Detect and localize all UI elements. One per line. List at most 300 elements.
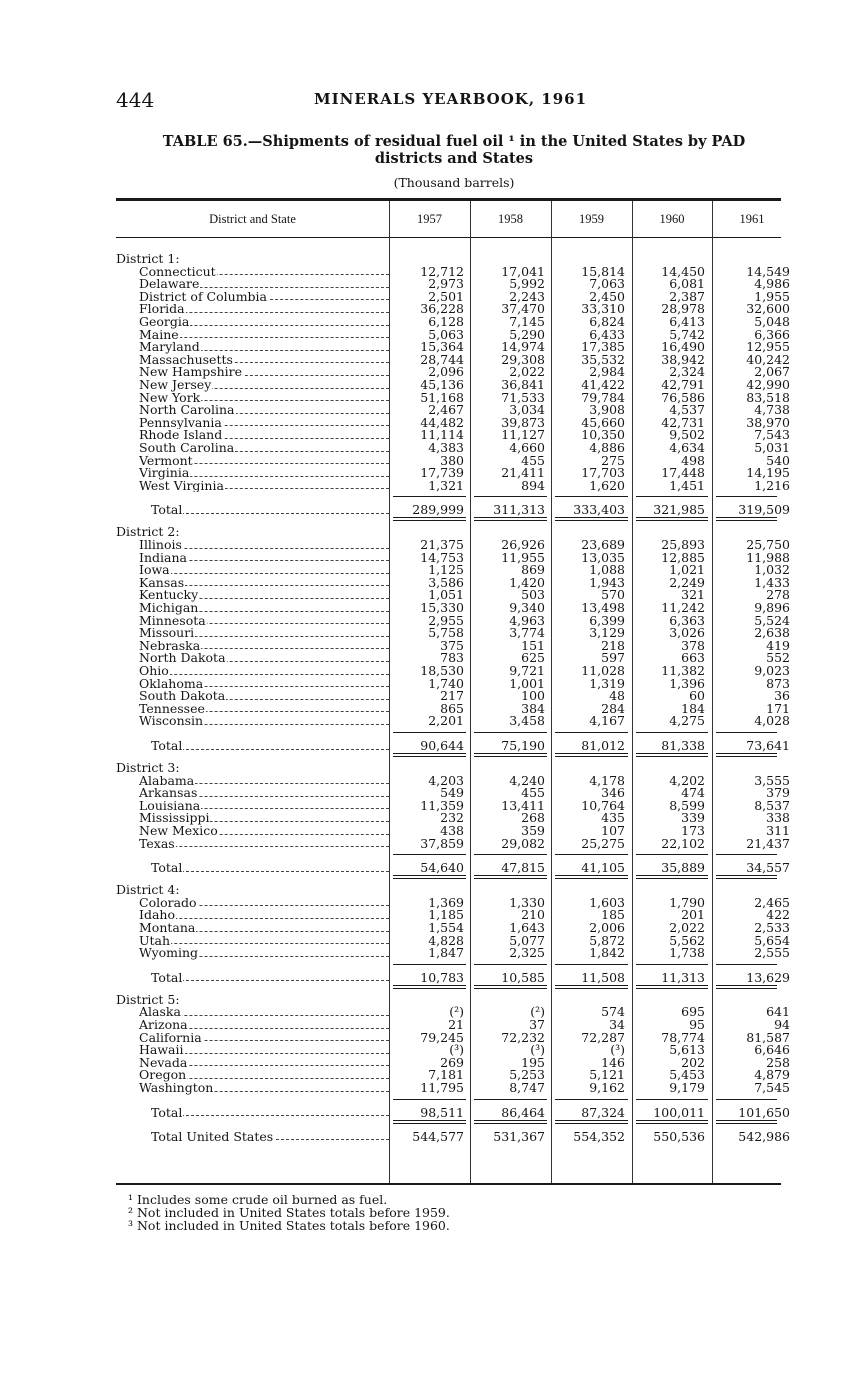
- cell-1960: 2,022: [669, 920, 705, 935]
- cell-1957: 6,128: [428, 314, 464, 329]
- row-label: [139, 316, 389, 329]
- total-rule: [474, 985, 547, 986]
- cell-1959: 1,088: [589, 562, 625, 578]
- cell-1960: 28,978: [661, 301, 705, 317]
- cell-1957: 44,482: [420, 414, 464, 430]
- cell-1957: 51,168: [420, 389, 464, 405]
- cell-1958: 3,774: [509, 625, 545, 641]
- running-title: MINERALS YEARBOOK, 1961: [314, 90, 588, 108]
- cell-1960: 9,179: [669, 1080, 705, 1095]
- cell-1960: 22,102: [661, 835, 705, 851]
- cell-1958: 9,340: [509, 600, 545, 615]
- cell-1958: 3,034: [509, 402, 545, 418]
- cell-1960: 474: [681, 785, 705, 801]
- row-label: [139, 909, 389, 922]
- total-rule: [474, 732, 547, 733]
- cell-1961: 419: [766, 637, 790, 653]
- total-rule: [393, 520, 466, 521]
- cell-1957: 36,228: [420, 301, 464, 317]
- cell-1959: 2,450: [589, 288, 625, 304]
- total-rule: [636, 985, 708, 986]
- total-rule: [555, 756, 628, 757]
- total-rule: [393, 878, 466, 879]
- row-label-text: Louisiana: [139, 799, 201, 813]
- row-label: [139, 354, 389, 367]
- row-label: [139, 404, 389, 417]
- cell-1960: 6,081: [669, 276, 705, 292]
- total-rule: [393, 964, 466, 965]
- row-label-text: North Dakota: [139, 652, 226, 665]
- cell-1960: 42,731: [661, 414, 705, 430]
- cell-1958: 71,533: [501, 389, 545, 405]
- cell-1957: (³): [449, 1042, 464, 1058]
- row-label: [139, 1082, 389, 1095]
- cell-1959: 15,814: [581, 263, 625, 279]
- cell-1959: 35,532: [581, 351, 625, 367]
- cell-1959: 4,886: [589, 440, 625, 455]
- total-rule: [716, 1123, 777, 1124]
- stub-header: District and State: [209, 212, 296, 226]
- cell-1960: 14,450: [661, 263, 705, 279]
- cell-1960: 184: [681, 700, 705, 716]
- cell-1957: 21: [448, 1017, 464, 1032]
- row-label-text: Total: [151, 504, 183, 517]
- footnote-1: ¹ Includes some crude oil burned as fuel.: [128, 1192, 388, 1207]
- total-rule: [636, 517, 708, 518]
- row-label-text: Idaho: [139, 909, 175, 922]
- cell-1961: 2,533: [754, 920, 790, 935]
- total-rule: [636, 1120, 708, 1121]
- cell-1957: 1,369: [428, 894, 464, 910]
- row-label-text: Utah: [139, 934, 171, 948]
- total-rule: [555, 875, 628, 876]
- row-label: [139, 627, 389, 640]
- row-label-text: District 1:: [116, 253, 180, 266]
- row-label: [116, 762, 366, 775]
- total-rule: [636, 520, 708, 521]
- row-label-text: Kentucky: [139, 589, 199, 602]
- cell-1961: 5,654: [754, 932, 790, 948]
- row-label: [139, 589, 389, 602]
- table-title-line-2: districts and States: [374, 150, 534, 167]
- row-label: [139, 392, 389, 405]
- cell-1958: 1,330: [509, 894, 545, 910]
- cell-1961: 8,537: [754, 797, 790, 813]
- cell-1960: 6,413: [669, 314, 705, 329]
- table-unit: (Thousand barrels): [393, 175, 515, 190]
- cell-1960: 378: [681, 637, 705, 653]
- row-label: [139, 467, 389, 480]
- cell-1961: 4,028: [754, 713, 790, 729]
- row-label: [139, 715, 389, 728]
- total-rule: [636, 496, 708, 497]
- cell-1961: 2,638: [754, 625, 790, 641]
- total-rule: [393, 753, 466, 754]
- row-label: [116, 253, 366, 266]
- table-header-rule: [116, 237, 781, 238]
- cell-1958: 37,470: [501, 301, 545, 317]
- total-rule: [555, 753, 628, 754]
- row-label-text: New Jersey: [139, 379, 212, 392]
- cell-1960: 78,774: [661, 1029, 705, 1045]
- cell-1959: 3,129: [589, 625, 625, 641]
- cell-1957: 12,712: [420, 263, 464, 279]
- cell-1960: 1,738: [669, 945, 705, 961]
- total-rule: [474, 1120, 547, 1121]
- total-rule: [474, 517, 547, 518]
- cell-1960: 498: [681, 452, 705, 468]
- cell-1959: 17,385: [581, 339, 625, 355]
- total-rule: [555, 517, 628, 518]
- column-header-1957: 1957: [417, 212, 442, 226]
- cell-1957: 2,467: [428, 402, 464, 418]
- cell-1959: 81,012: [581, 738, 625, 753]
- cell-1959: 1,842: [589, 945, 625, 961]
- cell-1960: 5,742: [669, 326, 705, 342]
- cell-1957: (²): [449, 1004, 464, 1020]
- cell-1959: 11,028: [581, 663, 625, 678]
- footnotes: [128, 1193, 450, 1232]
- cell-1961: 9,896: [754, 600, 790, 615]
- cell-1960: 25,893: [661, 537, 705, 552]
- cell-1958: 17,041: [501, 263, 545, 279]
- cell-1957: 54,640: [420, 860, 464, 876]
- row-label: [139, 480, 389, 493]
- cell-1957: 865: [440, 700, 464, 716]
- row-label-text: Minnesota: [139, 614, 206, 628]
- row-label: [139, 640, 389, 653]
- cell-1958: 4,660: [509, 440, 545, 455]
- cell-1959: 185: [601, 907, 625, 923]
- cell-1961: 81,587: [746, 1029, 790, 1045]
- cell-1961: 1,433: [754, 574, 790, 590]
- cell-1958: 4,240: [509, 772, 545, 788]
- cell-1959: 2,984: [589, 364, 625, 380]
- row-label: [139, 303, 389, 316]
- cell-1957: 549: [440, 785, 464, 801]
- cell-1957: 783: [440, 650, 464, 666]
- row-label-text: South Dakota: [139, 690, 226, 703]
- cell-1960: 16,490: [661, 339, 705, 355]
- total-rule: [474, 756, 547, 757]
- row-label-text: Tennessee: [139, 702, 205, 716]
- total-rule: [636, 875, 708, 876]
- cell-1958: 894: [521, 477, 545, 493]
- cell-1960: 4,537: [669, 402, 705, 418]
- cell-1958: 36,841: [501, 377, 545, 392]
- cell-1961: 14,195: [746, 465, 790, 481]
- cell-1961: 319,509: [738, 502, 790, 518]
- total-rule: [393, 875, 466, 876]
- total-rule: [474, 1099, 547, 1100]
- row-label-text: Virginia: [139, 467, 190, 480]
- cell-1960: 3,026: [669, 625, 705, 641]
- total-row: [116, 504, 792, 517]
- cell-1958: 503: [521, 587, 545, 603]
- row-label: [139, 838, 389, 851]
- row-label: [151, 1131, 389, 1144]
- row-label: [151, 972, 389, 985]
- row-label: [139, 552, 389, 565]
- cell-1960: 35,889: [661, 860, 705, 876]
- row-label-text: Ohio: [139, 665, 169, 678]
- cell-1960: 2,387: [669, 288, 705, 304]
- total-rule: [716, 496, 777, 497]
- cell-1960: 11,382: [661, 663, 705, 678]
- cell-1960: 42,791: [661, 377, 705, 392]
- row-label: [151, 1107, 389, 1120]
- cell-1958: 2,022: [509, 364, 545, 380]
- cell-1957: 1,847: [428, 945, 464, 961]
- cell-1958: 10,585: [501, 969, 545, 985]
- row-label: [139, 1069, 389, 1082]
- cell-1960: 95: [689, 1017, 705, 1032]
- cell-1958: 3,458: [509, 713, 545, 729]
- row-label: [139, 615, 389, 628]
- cell-1961: 4,738: [754, 402, 790, 418]
- cell-1958: 384: [521, 700, 545, 716]
- total-rule: [555, 854, 628, 855]
- cell-1961: 7,543: [754, 427, 790, 443]
- total-rule: [716, 753, 777, 754]
- row-label: [139, 825, 389, 838]
- cell-1957: 4,383: [428, 440, 464, 455]
- row-label-text: Wyoming: [139, 947, 199, 960]
- cell-1957: 14,753: [420, 549, 464, 565]
- cell-1959: 107: [601, 823, 625, 838]
- total-rule: [716, 985, 777, 986]
- total-rule: [474, 854, 547, 855]
- cell-1959: 48: [609, 688, 625, 704]
- total-rule: [393, 756, 466, 757]
- cell-1959: 5,872: [589, 932, 625, 948]
- cell-1961: 311: [766, 823, 790, 838]
- row-label: [139, 1032, 389, 1045]
- cell-1961: 21,437: [746, 835, 790, 851]
- total-rule: [555, 1099, 628, 1100]
- cell-1961: 873: [766, 675, 790, 691]
- cell-1960: 339: [681, 810, 705, 826]
- cell-1961: 101,650: [738, 1104, 790, 1120]
- cell-1958: 268: [521, 810, 545, 826]
- total-rule: [474, 988, 547, 989]
- cell-1957: 11,114: [420, 427, 464, 443]
- total-rule: [393, 732, 466, 733]
- row-label: [139, 564, 389, 577]
- row-label-text: Colorado: [139, 896, 197, 910]
- cell-1957: 15,364: [420, 339, 464, 355]
- row-label-text: Indiana: [139, 551, 187, 565]
- cell-1961: 13,629: [746, 969, 790, 985]
- cell-1960: 100,011: [653, 1104, 705, 1120]
- row-label-text: Kansas: [139, 576, 185, 590]
- cell-1960: 60: [689, 688, 705, 704]
- cell-1958: 625: [521, 650, 545, 666]
- cell-1958: 869: [521, 562, 545, 578]
- cell-1961: 2,465: [754, 894, 790, 910]
- total-rule: [716, 875, 777, 876]
- cell-1959: 597: [601, 650, 625, 666]
- cell-1958: 9,721: [509, 663, 545, 678]
- row-label: [139, 1057, 389, 1070]
- cell-1961: 3,555: [754, 772, 790, 788]
- row-label: [139, 366, 389, 379]
- row-label-text: District 3:: [116, 762, 180, 775]
- total-rule: [474, 875, 547, 876]
- row-label-text: Hawaii: [139, 1044, 184, 1057]
- cell-1959: 41,422: [581, 377, 625, 392]
- row-label-text: Montana: [139, 922, 196, 935]
- row-label: [139, 787, 389, 800]
- cell-1957: 544,577: [412, 1128, 464, 1144]
- cell-1958: 39,873: [501, 414, 545, 430]
- row-label-text: Arkansas: [139, 787, 198, 800]
- cell-1961: 11,988: [746, 549, 790, 565]
- row-label: [139, 602, 389, 615]
- cell-1960: 550,536: [653, 1128, 705, 1144]
- row-label-text: Florida: [139, 303, 185, 316]
- cell-1958: 210: [521, 907, 545, 923]
- cell-1958: 29,308: [501, 351, 545, 367]
- cell-1958: 7,145: [509, 314, 545, 329]
- total-rule: [393, 988, 466, 989]
- row-label-text: New Mexico: [139, 825, 218, 838]
- cell-1957: 289,999: [412, 502, 464, 518]
- cell-1960: 173: [681, 823, 705, 838]
- cell-1957: 4,828: [428, 932, 464, 948]
- cell-1959: 1,603: [589, 894, 625, 910]
- column-header-1961: 1961: [739, 212, 765, 226]
- cell-1961: 338: [766, 810, 790, 826]
- table-title-line-1: TABLE 65.—Shipments of residual fuel oil ¹ in the United States by PAD: [162, 133, 746, 150]
- cell-1957: 438: [440, 823, 464, 838]
- cell-1961: 12,955: [746, 339, 790, 355]
- table-row: [116, 1082, 792, 1095]
- table-row: [116, 835, 792, 851]
- cell-1958: 1,643: [509, 920, 545, 935]
- cell-1959: 2,006: [589, 920, 625, 935]
- cell-1959: 33,310: [581, 301, 625, 317]
- cell-1961: 14,549: [746, 263, 790, 279]
- cell-1959: 17,703: [581, 465, 625, 481]
- row-label: [116, 526, 366, 539]
- cell-1960: 1,396: [669, 675, 705, 691]
- row-label-text: California: [139, 1031, 202, 1045]
- cell-1960: 9,502: [669, 427, 705, 443]
- row-label-text: Missouri: [139, 627, 195, 640]
- cell-1958: 151: [521, 637, 545, 653]
- footnote-2: ² Not included in United States totals before 1959.: [128, 1205, 450, 1220]
- row-label-text: Nevada: [139, 1056, 188, 1070]
- cell-1961: 5,524: [754, 612, 790, 628]
- cell-1961: 552: [766, 650, 790, 666]
- cell-1961: 2,555: [754, 945, 790, 961]
- cell-1961: 40,242: [746, 351, 790, 367]
- total-rule: [393, 854, 466, 855]
- row-label-text: Arizona: [139, 1019, 188, 1032]
- total-rule: [636, 732, 708, 733]
- cell-1957: 28,744: [420, 351, 464, 367]
- row-label: [139, 947, 389, 960]
- cell-1958: 531,367: [493, 1128, 545, 1144]
- row-label-text: Texas: [139, 837, 175, 851]
- row-label: [139, 1019, 389, 1032]
- cell-1959: 435: [601, 810, 625, 826]
- cell-1960: 201: [681, 907, 705, 923]
- cell-1961: 36: [774, 688, 790, 704]
- row-label: [116, 994, 366, 1007]
- row-label-text: Washington: [139, 1082, 214, 1095]
- cell-1958: 359: [521, 823, 545, 838]
- cell-1959: 87,324: [581, 1104, 625, 1120]
- total-row: [116, 740, 792, 753]
- row-label: [139, 442, 389, 455]
- cell-1957: 1,125: [428, 562, 464, 578]
- total-rule: [636, 878, 708, 879]
- cell-1960: 4,202: [669, 772, 705, 788]
- row-label-text: Mississippi: [139, 812, 210, 825]
- cell-1958: (²): [530, 1004, 545, 1020]
- cell-1960: 5,453: [669, 1067, 705, 1083]
- cell-1959: 23,689: [581, 537, 625, 552]
- row-label-text: Total: [151, 1106, 183, 1120]
- cell-1959: 3,908: [589, 402, 625, 418]
- row-label-text: New York: [139, 391, 201, 405]
- cell-1961: 278: [766, 587, 790, 603]
- row-label: [139, 665, 389, 678]
- total-rule: [716, 1120, 777, 1121]
- total-row: [116, 1104, 792, 1120]
- cell-1960: 8,599: [669, 797, 705, 813]
- cell-1957: 5,063: [428, 326, 464, 342]
- row-label-text: Michigan: [139, 602, 199, 615]
- cell-1957: 380: [440, 452, 464, 468]
- total-rule: [716, 854, 777, 855]
- total-rule: [555, 985, 628, 986]
- total-rule: [393, 1099, 466, 1100]
- row-label: [139, 922, 389, 935]
- cell-1958: 311,313: [493, 502, 545, 518]
- total-rule: [716, 878, 777, 879]
- footnote-3: ³ Not included in United States totals before 1960.: [128, 1218, 450, 1233]
- cell-1958: 14,974: [501, 339, 545, 355]
- row-label: [139, 812, 389, 825]
- cell-1961: 1,955: [754, 288, 790, 304]
- table-bottom-rule: [116, 1183, 781, 1185]
- cell-1958: 1,001: [509, 675, 545, 691]
- cell-1958: 2,243: [509, 288, 545, 304]
- cell-1961: 94: [774, 1017, 790, 1032]
- cell-1958: 86,464: [501, 1104, 545, 1120]
- cell-1957: 232: [440, 810, 464, 826]
- cell-1961: 34,557: [746, 860, 790, 876]
- cell-1958: 455: [521, 452, 545, 468]
- row-label: [151, 862, 389, 875]
- cell-1961: 6,366: [754, 326, 790, 342]
- row-label-text: Oregon: [139, 1069, 187, 1082]
- cell-1960: 12,885: [661, 549, 705, 565]
- cell-1958: 2,325: [509, 945, 545, 961]
- row-label-text: Oklahoma: [139, 677, 204, 691]
- cell-1957: 3,586: [428, 574, 464, 590]
- table-row: [116, 715, 792, 728]
- row-label-text: District 2:: [116, 526, 180, 539]
- row-label-text: North Carolina: [139, 404, 235, 417]
- cell-1959: 5,121: [589, 1067, 625, 1083]
- page-number: 444: [116, 88, 155, 112]
- cell-1957: 17,739: [420, 465, 464, 481]
- cell-1961: 83,518: [746, 389, 790, 405]
